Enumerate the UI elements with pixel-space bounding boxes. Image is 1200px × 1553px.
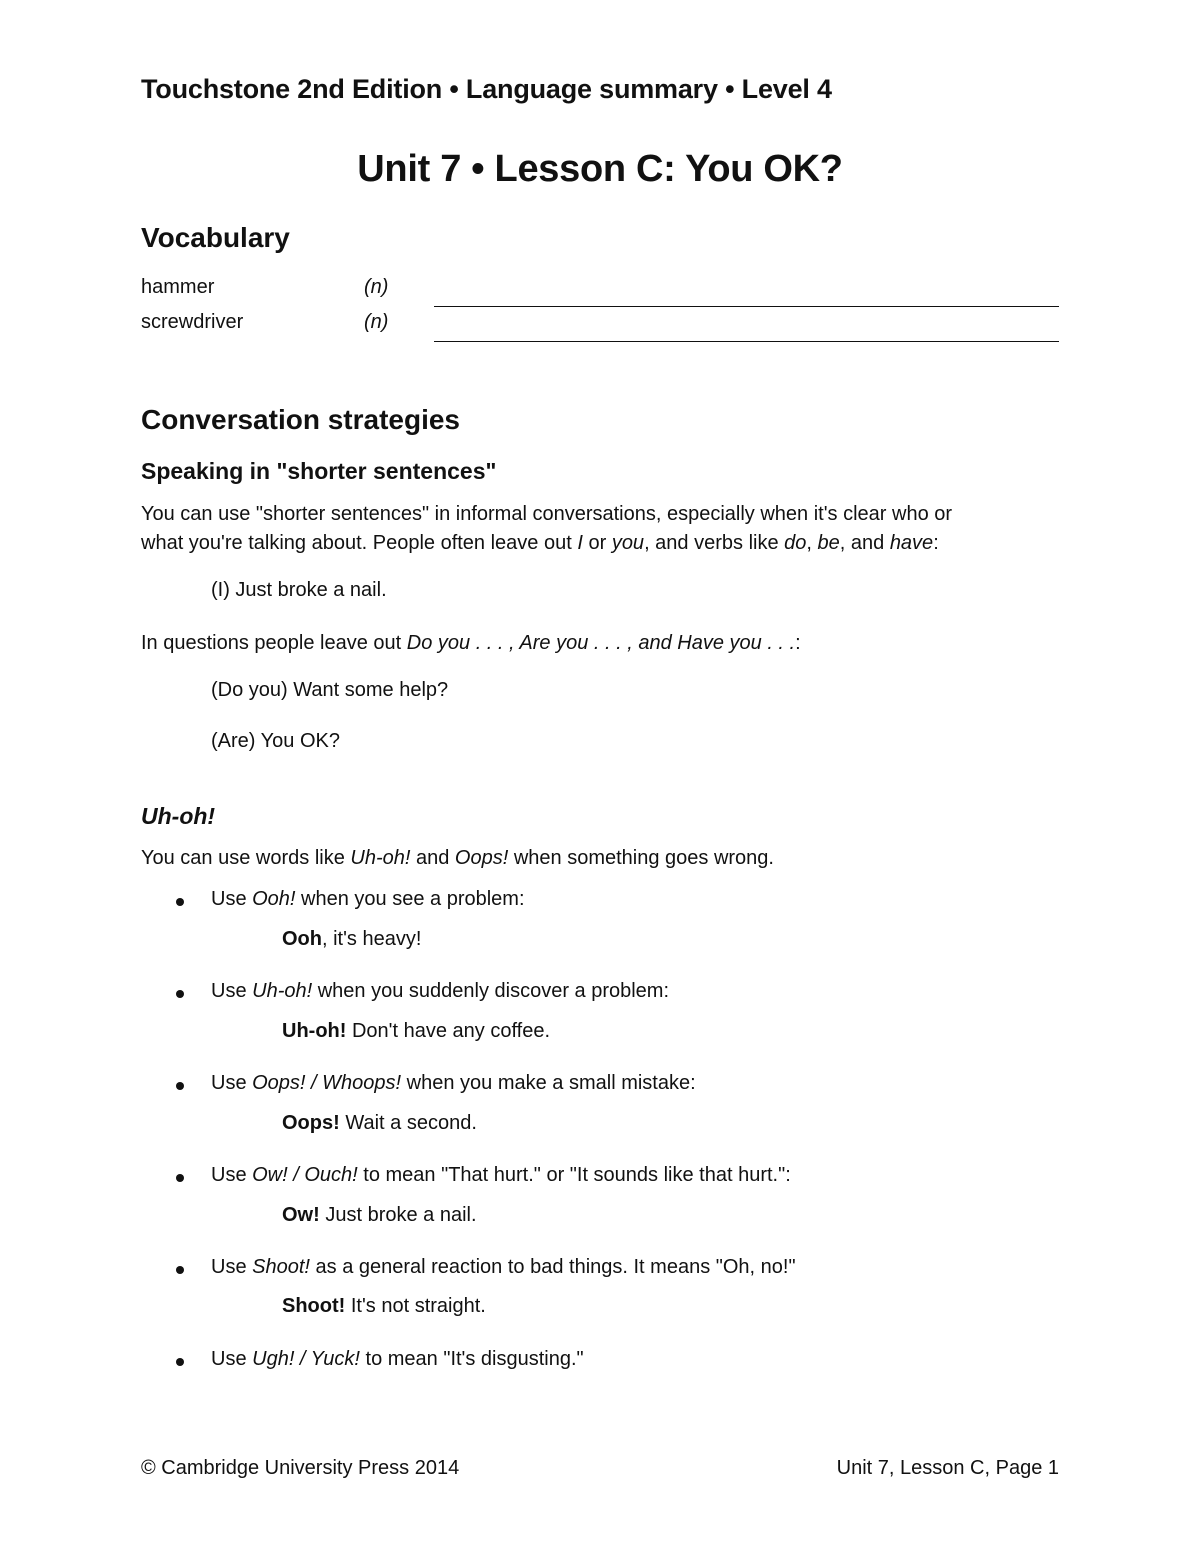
bullet-example-shoot: Shoot! It's not straight. bbox=[282, 1295, 486, 1317]
bullet-example-ow: Ow! Just broke a nail. bbox=[282, 1204, 477, 1226]
bullet-example-uhoh: Uh-oh! Don't have any coffee. bbox=[282, 1020, 551, 1042]
uhoh-intro: You can use words like Uh-oh! and Oops! when something goes wrong. bbox=[141, 847, 774, 869]
example-want-some-help: (Do you) Want some help? bbox=[211, 679, 449, 701]
footer-page-info: Unit 7, Lesson C, Page 1 bbox=[836, 1457, 1059, 1479]
bullet-uhoh: Use Uh-oh! when you suddenly discover a problem: bbox=[211, 980, 670, 1002]
shorter-sentences-subheading: Speaking in "shorter sentences" bbox=[141, 458, 497, 484]
bullet-ooh: Use Ooh! when you see a problem: bbox=[211, 888, 525, 910]
example-you-ok: (Are) You OK? bbox=[211, 730, 340, 752]
vocabulary-heading: Vocabulary bbox=[141, 222, 290, 253]
bullet-example-ooh: Ooh, it's heavy! bbox=[282, 928, 422, 950]
intro-line-2: what you're talking about. People often leave out I or you, and verbs like do, be, and have: bbox=[141, 532, 939, 554]
vocab-word-screwdriver: screwdriver bbox=[141, 311, 244, 333]
bullet-icon bbox=[176, 1266, 184, 1274]
page-header: Touchstone 2nd Edition • Language summary • Level 4 bbox=[141, 74, 832, 104]
intro-line-1: You can use "shorter sentences" in informal conversations, especially when it's clear who or bbox=[141, 503, 953, 525]
bullet-example-oops: Oops! Wait a second. bbox=[282, 1112, 477, 1134]
page-title: Unit 7 • Lesson C: You OK? bbox=[357, 148, 843, 190]
bullet-icon bbox=[176, 1358, 184, 1366]
uhoh-heading: Uh-oh! bbox=[141, 803, 216, 829]
bullet-ow: Use Ow! / Ouch! to mean "That hurt." or "It sounds like that hurt.": bbox=[211, 1164, 791, 1186]
bullet-icon bbox=[176, 1174, 184, 1182]
bullet-icon bbox=[176, 898, 184, 906]
bullet-shoot: Use Shoot! as a general reaction to bad things. It means "Oh, no!" bbox=[211, 1256, 796, 1278]
conversation-heading: Conversation strategies bbox=[141, 404, 460, 435]
bullet-oops: Use Oops! / Whoops! when you make a small mistake: bbox=[211, 1072, 696, 1094]
questions-line: In questions people leave out Do you . . . , Are you . . . , and Have you . . .: bbox=[141, 632, 801, 654]
bullet-ugh: Use Ugh! / Yuck! to mean "It's disgusting." bbox=[211, 1348, 584, 1370]
vocab-pos-screwdriver: (n) bbox=[364, 311, 389, 333]
vocab-pos-hammer: (n) bbox=[364, 276, 389, 298]
vocab-answer-line-screwdriver bbox=[434, 341, 1059, 342]
example-just-broke-nail: (I) Just broke a nail. bbox=[211, 579, 387, 601]
vocab-answer-line-hammer bbox=[434, 306, 1059, 307]
vocab-word-hammer: hammer bbox=[141, 276, 215, 298]
footer-copyright: © Cambridge University Press 2014 bbox=[141, 1457, 460, 1479]
bullet-icon bbox=[176, 990, 184, 998]
bullet-icon bbox=[176, 1082, 184, 1090]
